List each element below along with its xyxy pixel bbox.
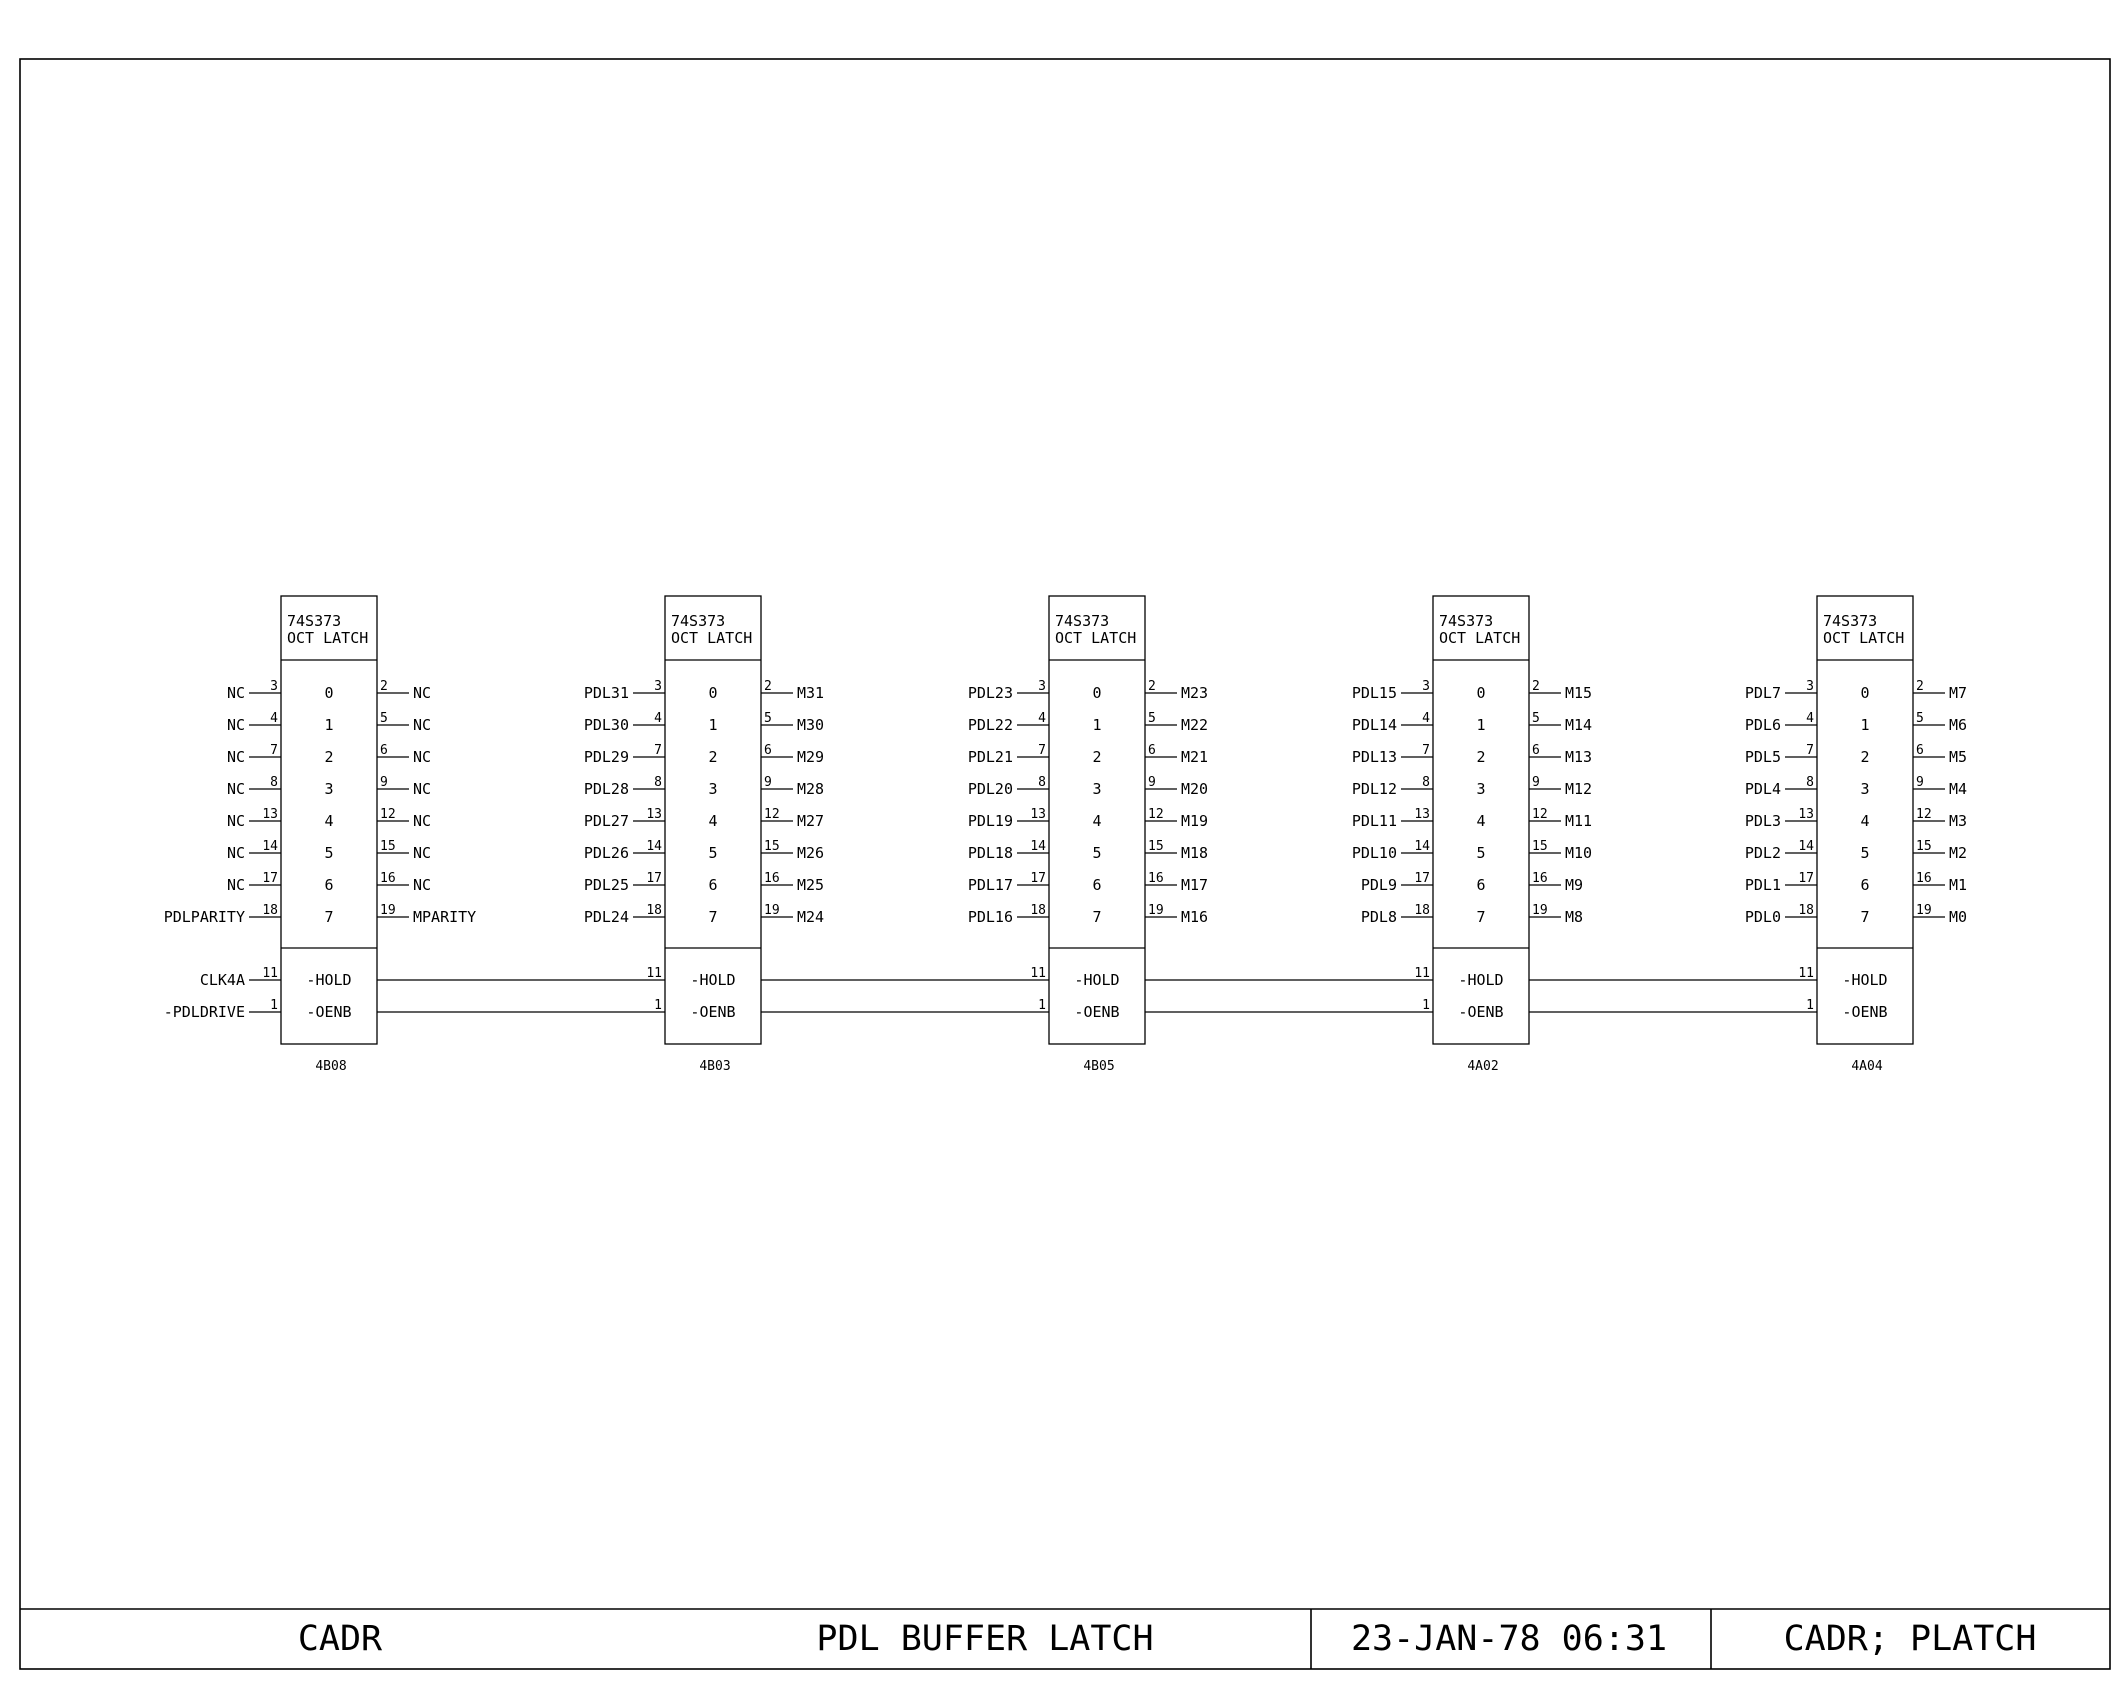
chip-4b08-in-signal-2: NC — [226, 748, 245, 766]
chip-4a02-in-pin-5: 14 — [1414, 839, 1430, 854]
chip-4b03-type: 74S373 — [671, 612, 726, 630]
chip-4a02-in-signal-4: PDL11 — [1351, 812, 1397, 830]
chip-4a02-bit-3: 3 — [1476, 780, 1486, 798]
chip-4a02-in-signal-5: PDL10 — [1351, 844, 1397, 862]
title-block-file: CADR; PLATCH — [1783, 1619, 2037, 1659]
latch-chips — [164, 596, 1967, 1074]
chip-4a04-out-signal-1: M6 — [1949, 716, 1968, 734]
chip-4b03-out-pin-1: 5 — [764, 711, 772, 726]
chip-4b03-hold-pin: 11 — [646, 966, 662, 981]
chip-4b08-out-pin-5: 15 — [380, 839, 396, 854]
chip-4a04-oenb-pin: 1 — [1806, 998, 1814, 1013]
chip-4b03-in-signal-1: PDL30 — [583, 716, 629, 734]
chip-4a04-in-signal-7: PDL0 — [1744, 908, 1781, 926]
chip-4b08-bit-1: 1 — [324, 716, 334, 734]
chip-4a04-function: OCT LATCH — [1823, 629, 1905, 647]
chip-4b08-out-signal-6: NC — [413, 876, 432, 894]
chip-4b05-bit-5: 5 — [1092, 844, 1102, 862]
chip-4b03-out-signal-1: M30 — [797, 716, 825, 734]
chip-4b08-in-pin-1: 4 — [270, 711, 278, 726]
chip-4b08-out-pin-4: 12 — [380, 807, 396, 822]
chip-4a02-out-signal-4: M11 — [1565, 812, 1593, 830]
chip-4b03-in-pin-7: 18 — [646, 903, 662, 918]
chip-4a04-in-pin-7: 18 — [1798, 903, 1814, 918]
chip-4b08-in-signal-0: NC — [226, 684, 245, 702]
chip-4b05-bit-7: 7 — [1092, 908, 1102, 926]
chip-4b03-out-pin-3: 9 — [764, 775, 772, 790]
chip-4a02-in-pin-3: 8 — [1422, 775, 1430, 790]
chip-4b03-bit-1: 1 — [708, 716, 718, 734]
chip-4a02-in-pin-2: 7 — [1422, 743, 1430, 758]
chip-4a04-out-signal-6: M1 — [1949, 876, 1968, 894]
chip-4a04-in-signal-0: PDL7 — [1744, 684, 1781, 702]
chip-4b03-bit-6: 6 — [708, 876, 718, 894]
chip-4b08-bit-7: 7 — [324, 908, 334, 926]
chip-4b05-in-signal-5: PDL18 — [967, 844, 1013, 862]
chip-4b05-hold-label: -HOLD — [1074, 971, 1120, 989]
chip-4b05-in-signal-0: PDL23 — [967, 684, 1013, 702]
chip-4b03-bit-7: 7 — [708, 908, 718, 926]
chip-4b03-out-signal-3: M28 — [797, 780, 825, 798]
title-block-project: CADR — [297, 1619, 383, 1659]
chip-4b03-in-signal-3: PDL28 — [583, 780, 629, 798]
oenb-signal-label: -PDLDRIVE — [163, 1003, 245, 1021]
chip-4b08-in-pin-3: 8 — [270, 775, 278, 790]
chip-4a04-in-signal-5: PDL2 — [1744, 844, 1781, 862]
chip-4b03-out-signal-5: M26 — [797, 844, 825, 862]
chip-4a02-hold-label: -HOLD — [1458, 971, 1504, 989]
sheet-border — [20, 59, 2110, 1669]
chip-4b08-out-signal-1: NC — [413, 716, 432, 734]
chip-4a04-in-pin-6: 17 — [1798, 871, 1814, 886]
chip-4a04-out-signal-7: M0 — [1949, 908, 1968, 926]
chip-4b05-out-pin-3: 9 — [1148, 775, 1156, 790]
chip-4b03-bit-3: 3 — [708, 780, 718, 798]
chip-4b08-in-signal-4: NC — [226, 812, 245, 830]
chip-4b05-in-signal-3: PDL20 — [967, 780, 1013, 798]
chip-4b03-out-signal-6: M25 — [797, 876, 825, 894]
chip-4b08-oenb-pin: 1 — [270, 998, 278, 1013]
chip-4b05-oenb-label: -OENB — [1074, 1003, 1120, 1021]
chip-4a04-out-pin-6: 16 — [1916, 871, 1932, 886]
chip-4b08-in-signal-5: NC — [226, 844, 245, 862]
chip-4b03-out-signal-0: M31 — [797, 684, 825, 702]
chip-4b05-hold-pin: 11 — [1030, 966, 1046, 981]
chip-4b08-out-signal-2: NC — [413, 748, 432, 766]
chip-4b05-out-signal-6: M17 — [1181, 876, 1209, 894]
chip-4b08-out-pin-7: 19 — [380, 903, 396, 918]
chip-4b08-out-signal-0: NC — [413, 684, 432, 702]
chip-4b03-bit-4: 4 — [708, 812, 718, 830]
chip-4a04-in-signal-6: PDL1 — [1744, 876, 1781, 894]
chip-4b05-out-pin-6: 16 — [1148, 871, 1164, 886]
chip-4b03-in-pin-5: 14 — [646, 839, 662, 854]
chip-4b03-out-pin-7: 19 — [764, 903, 780, 918]
chip-4a04-bit-2: 2 — [1860, 748, 1870, 766]
chip-4a02-bit-7: 7 — [1476, 908, 1486, 926]
chip-4b03-in-signal-2: PDL29 — [583, 748, 629, 766]
chip-4b05-out-signal-7: M16 — [1181, 908, 1209, 926]
chip-4b08-out-signal-3: NC — [413, 780, 432, 798]
chip-4b05-in-pin-6: 17 — [1030, 871, 1046, 886]
chip-4a02-location: 4A02 — [1467, 1059, 1499, 1074]
chip-4b05-out-pin-1: 5 — [1148, 711, 1156, 726]
chip-4b03-function: OCT LATCH — [671, 629, 753, 647]
chip-4a04-hold-label: -HOLD — [1842, 971, 1888, 989]
chip-4b08-out-signal-7: MPARITY — [413, 908, 477, 926]
chip-4a04-in-pin-1: 4 — [1806, 711, 1814, 726]
chip-4a04-bit-1: 1 — [1860, 716, 1870, 734]
chip-4b05-out-pin-2: 6 — [1148, 743, 1156, 758]
chip-4a04-out-pin-4: 12 — [1916, 807, 1932, 822]
chip-4a04-oenb-label: -OENB — [1842, 1003, 1888, 1021]
chip-4a02-out-signal-6: M9 — [1565, 876, 1584, 894]
chip-4a02-type: 74S373 — [1439, 612, 1494, 630]
chip-4b03-in-pin-4: 13 — [646, 807, 662, 822]
chip-4b08-hold-label: -HOLD — [306, 971, 352, 989]
chip-4b05-in-signal-6: PDL17 — [967, 876, 1013, 894]
chip-4a02-bit-1: 1 — [1476, 716, 1486, 734]
chip-4a04-out-pin-0: 2 — [1916, 679, 1924, 694]
chip-4b03-oenb-pin: 1 — [654, 998, 662, 1013]
chip-4b08-function: OCT LATCH — [287, 629, 369, 647]
chip-4b03-out-pin-4: 12 — [764, 807, 780, 822]
chip-4b03-in-pin-1: 4 — [654, 711, 662, 726]
chip-4a02-bit-6: 6 — [1476, 876, 1486, 894]
chip-4a04-hold-pin: 11 — [1798, 966, 1814, 981]
chip-4b05-in-pin-7: 18 — [1030, 903, 1046, 918]
chip-4a04-out-signal-5: M2 — [1949, 844, 1968, 862]
chip-4a02-out-pin-3: 9 — [1532, 775, 1540, 790]
chip-4a02-in-pin-4: 13 — [1414, 807, 1430, 822]
chip-4b05-in-signal-2: PDL21 — [967, 748, 1013, 766]
chip-4b05-out-signal-5: M18 — [1181, 844, 1209, 862]
chip-4b03-out-signal-4: M27 — [797, 812, 825, 830]
chip-4a02-in-pin-6: 17 — [1414, 871, 1430, 886]
chip-4b03-in-signal-7: PDL24 — [583, 908, 629, 926]
chip-4b08-bit-4: 4 — [324, 812, 334, 830]
chip-4a02-out-pin-4: 12 — [1532, 807, 1548, 822]
chip-4b05-out-signal-3: M20 — [1181, 780, 1209, 798]
chip-4a04-out-pin-3: 9 — [1916, 775, 1924, 790]
chip-4b05-in-pin-1: 4 — [1038, 711, 1046, 726]
chip-4b05-bit-4: 4 — [1092, 812, 1102, 830]
chip-4b05-out-pin-4: 12 — [1148, 807, 1164, 822]
chip-4b08-location: 4B08 — [315, 1059, 347, 1074]
chip-4b03-bit-0: 0 — [708, 684, 718, 702]
chip-4a04-bit-0: 0 — [1860, 684, 1870, 702]
chip-4a04-location: 4A04 — [1851, 1059, 1883, 1074]
chip-4b08-hold-pin: 11 — [262, 966, 278, 981]
chip-4b03-in-signal-6: PDL25 — [583, 876, 629, 894]
chip-4b05-out-signal-1: M22 — [1181, 716, 1209, 734]
chip-4b08-out-pin-3: 9 — [380, 775, 388, 790]
chip-4b05-out-signal-4: M19 — [1181, 812, 1209, 830]
chip-4b03-bit-5: 5 — [708, 844, 718, 862]
chip-4b05-out-pin-0: 2 — [1148, 679, 1156, 694]
chip-4a02-bit-4: 4 — [1476, 812, 1486, 830]
chip-4a04-bit-3: 3 — [1860, 780, 1870, 798]
chip-4b05-in-pin-3: 8 — [1038, 775, 1046, 790]
chip-4a04-out-pin-2: 6 — [1916, 743, 1924, 758]
chip-4a02-out-signal-7: M8 — [1565, 908, 1584, 926]
chip-4b05-oenb-pin: 1 — [1038, 998, 1046, 1013]
chip-4a02-in-pin-0: 3 — [1422, 679, 1430, 694]
chip-4a02-bit-0: 0 — [1476, 684, 1486, 702]
chip-4b08-in-pin-4: 13 — [262, 807, 278, 822]
chip-4a04-in-signal-3: PDL4 — [1744, 780, 1781, 798]
chip-4a02-in-signal-7: PDL8 — [1360, 908, 1397, 926]
chip-4a02-out-pin-7: 19 — [1532, 903, 1548, 918]
chip-4b08-type: 74S373 — [287, 612, 342, 630]
chip-4b08-out-signal-4: NC — [413, 812, 432, 830]
chip-4a04-in-pin-2: 7 — [1806, 743, 1814, 758]
chip-4a04-in-pin-5: 14 — [1798, 839, 1814, 854]
chip-4b05-out-signal-2: M21 — [1181, 748, 1209, 766]
chip-4a04-out-signal-0: M7 — [1949, 684, 1968, 702]
chip-4b08-out-pin-1: 5 — [380, 711, 388, 726]
chip-4a02-oenb-label: -OENB — [1458, 1003, 1504, 1021]
title-block-date: 23-JAN-78 06:31 — [1350, 1619, 1668, 1659]
chip-4a02-hold-pin: 11 — [1414, 966, 1430, 981]
chip-4a02-out-pin-6: 16 — [1532, 871, 1548, 886]
hold-signal-label: CLK4A — [199, 971, 245, 989]
chip-4a04-bit-7: 7 — [1860, 908, 1870, 926]
chip-4b05-in-signal-4: PDL19 — [967, 812, 1013, 830]
chip-4a04-in-pin-3: 8 — [1806, 775, 1814, 790]
chip-4a02-in-signal-0: PDL15 — [1351, 684, 1397, 702]
chip-4a04-bit-4: 4 — [1860, 812, 1870, 830]
chip-4a02-out-pin-2: 6 — [1532, 743, 1540, 758]
chip-4b08-out-pin-6: 16 — [380, 871, 396, 886]
chip-4b03-out-pin-6: 16 — [764, 871, 780, 886]
chip-4a04-out-pin-1: 5 — [1916, 711, 1924, 726]
chip-4b08-bit-6: 6 — [324, 876, 334, 894]
chip-4b05-function: OCT LATCH — [1055, 629, 1137, 647]
chip-4a02-out-signal-3: M12 — [1565, 780, 1593, 798]
chip-4b08-in-signal-3: NC — [226, 780, 245, 798]
chip-4a02-out-signal-5: M10 — [1565, 844, 1593, 862]
chip-4b03-in-signal-5: PDL26 — [583, 844, 629, 862]
chip-4a02-out-pin-5: 15 — [1532, 839, 1548, 854]
chip-4b08-out-pin-0: 2 — [380, 679, 388, 694]
chip-4a02-bit-2: 2 — [1476, 748, 1486, 766]
chip-4b03-in-pin-6: 17 — [646, 871, 662, 886]
chip-4b03-hold-label: -HOLD — [690, 971, 736, 989]
chip-4b03-in-pin-3: 8 — [654, 775, 662, 790]
chip-4b03-location: 4B03 — [699, 1059, 731, 1074]
chip-4a04-out-pin-7: 19 — [1916, 903, 1932, 918]
chip-4b05-bit-0: 0 — [1092, 684, 1102, 702]
chip-4a04-bit-6: 6 — [1860, 876, 1870, 894]
chip-4a04-type: 74S373 — [1823, 612, 1878, 630]
chip-4a02-bit-5: 5 — [1476, 844, 1486, 862]
chip-4b05-out-signal-0: M23 — [1181, 684, 1209, 702]
chip-4b05-in-pin-2: 7 — [1038, 743, 1046, 758]
chip-4a02-out-signal-1: M14 — [1565, 716, 1593, 734]
chip-4a02-in-signal-3: PDL12 — [1351, 780, 1397, 798]
chip-4b08-bit-0: 0 — [324, 684, 334, 702]
chip-4b08-in-signal-7: PDLPARITY — [163, 908, 245, 926]
chip-4a04-in-signal-4: PDL3 — [1744, 812, 1781, 830]
chip-4b05-location: 4B05 — [1083, 1059, 1115, 1074]
chip-4b03-bit-2: 2 — [708, 748, 718, 766]
chip-4b05-bit-1: 1 — [1092, 716, 1102, 734]
chip-4b08-in-pin-5: 14 — [262, 839, 278, 854]
chip-4a04-bit-5: 5 — [1860, 844, 1870, 862]
chip-4b03-in-pin-2: 7 — [654, 743, 662, 758]
chip-4b03-in-pin-0: 3 — [654, 679, 662, 694]
chip-4b05-bit-6: 6 — [1092, 876, 1102, 894]
chip-4b05-in-signal-7: PDL16 — [967, 908, 1013, 926]
chip-4a02-in-pin-7: 18 — [1414, 903, 1430, 918]
chip-4b08-in-signal-6: NC — [226, 876, 245, 894]
chip-4b08-in-signal-1: NC — [226, 716, 245, 734]
chip-4b05-out-pin-5: 15 — [1148, 839, 1164, 854]
chip-4b08-out-pin-2: 6 — [380, 743, 388, 758]
chip-4b03-out-pin-5: 15 — [764, 839, 780, 854]
chip-4a04-in-pin-4: 13 — [1798, 807, 1814, 822]
chip-4a04-in-signal-2: PDL5 — [1744, 748, 1781, 766]
chip-4a04-out-signal-4: M3 — [1949, 812, 1968, 830]
chip-4a02-out-pin-0: 2 — [1532, 679, 1540, 694]
chip-4a02-out-signal-2: M13 — [1565, 748, 1593, 766]
chip-4b08-bit-3: 3 — [324, 780, 334, 798]
chip-4b03-in-signal-0: PDL31 — [583, 684, 629, 702]
chip-4a04-in-signal-1: PDL6 — [1744, 716, 1781, 734]
chip-4a02-out-signal-0: M15 — [1565, 684, 1593, 702]
chip-4a04-out-pin-5: 15 — [1916, 839, 1932, 854]
chip-4b08-in-pin-0: 3 — [270, 679, 278, 694]
chip-4a04-out-signal-3: M4 — [1949, 780, 1968, 798]
chip-4b08-in-pin-6: 17 — [262, 871, 278, 886]
chip-4b05-in-pin-5: 14 — [1030, 839, 1046, 854]
chip-4a02-in-signal-2: PDL13 — [1351, 748, 1397, 766]
chip-4b03-out-signal-2: M29 — [797, 748, 825, 766]
chip-4a02-in-signal-6: PDL9 — [1360, 876, 1397, 894]
chip-4a02-out-pin-1: 5 — [1532, 711, 1540, 726]
chip-4a02-in-pin-1: 4 — [1422, 711, 1430, 726]
chip-4b08-bit-5: 5 — [324, 844, 334, 862]
title-block-title: PDL BUFFER LATCH — [816, 1619, 1154, 1659]
chip-4b08-bit-2: 2 — [324, 748, 334, 766]
chip-4a04-in-pin-0: 3 — [1806, 679, 1814, 694]
chip-4b08-in-pin-7: 18 — [262, 903, 278, 918]
chip-4b08-out-signal-5: NC — [413, 844, 432, 862]
chip-4a02-function: OCT LATCH — [1439, 629, 1521, 647]
chip-4b03-oenb-label: -OENB — [690, 1003, 736, 1021]
chip-4b08-oenb-label: -OENB — [306, 1003, 352, 1021]
chip-4a04-out-signal-2: M5 — [1949, 748, 1968, 766]
chip-4b05-bit-2: 2 — [1092, 748, 1102, 766]
chip-4a02-oenb-pin: 1 — [1422, 998, 1430, 1013]
chip-4b03-out-signal-7: M24 — [797, 908, 825, 926]
chip-4b05-out-pin-7: 19 — [1148, 903, 1164, 918]
chip-4a02-in-signal-1: PDL14 — [1351, 716, 1397, 734]
chip-4b05-in-pin-0: 3 — [1038, 679, 1046, 694]
chip-4b05-in-pin-4: 13 — [1030, 807, 1046, 822]
chip-4b05-type: 74S373 — [1055, 612, 1110, 630]
chip-4b05-bit-3: 3 — [1092, 780, 1102, 798]
chip-4b05-in-signal-1: PDL22 — [967, 716, 1013, 734]
chip-4b03-in-signal-4: PDL27 — [583, 812, 629, 830]
chip-4b03-out-pin-0: 2 — [764, 679, 772, 694]
chip-4b03-out-pin-2: 6 — [764, 743, 772, 758]
chip-4b08-in-pin-2: 7 — [270, 743, 278, 758]
